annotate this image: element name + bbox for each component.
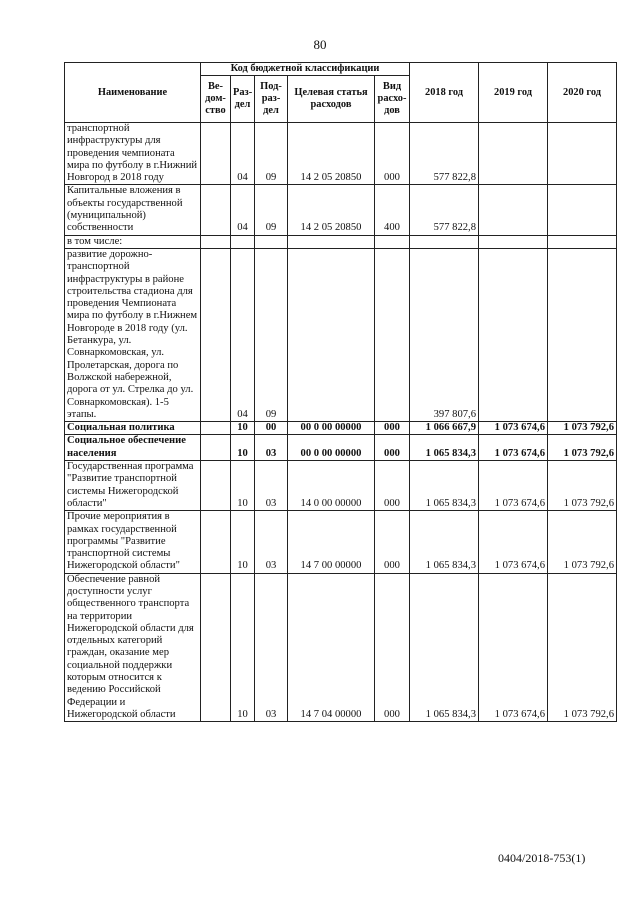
row-2019-value xyxy=(479,235,548,248)
row-expense-type: 000 xyxy=(375,461,410,511)
row-name: Социальное обеспечение населения xyxy=(65,435,201,461)
row-department xyxy=(201,422,231,435)
header-2019: 2019 год xyxy=(479,63,548,123)
row-2019-value: 1 073 674,6 xyxy=(479,511,548,573)
row-department xyxy=(201,123,231,185)
row-department xyxy=(201,573,231,722)
header-department: Ве-дом-ство xyxy=(201,76,231,123)
row-section: 10 xyxy=(231,461,255,511)
row-name: Государственная программа "Развитие транспортной системы Нижегородской области" xyxy=(65,461,201,511)
row-2018-value xyxy=(410,235,479,248)
table-row xyxy=(65,123,617,185)
row-target-article: 14 7 00 00000 xyxy=(288,511,375,573)
row-target-article: 14 2 05 20850 xyxy=(288,123,375,185)
row-expense-type: 000 xyxy=(375,511,410,573)
header-expense-type: Вид расхо-дов xyxy=(375,76,410,123)
row-name: Социальная политика xyxy=(65,422,201,435)
row-name: Капитальные вложения в объекты государственной (муниципальной) собственности xyxy=(65,185,201,235)
row-target-article: 00 0 00 00000 xyxy=(288,422,375,435)
header-section: Раз-дел xyxy=(231,76,255,123)
row-2018-value: 1 065 834,3 xyxy=(410,573,479,722)
row-target-article xyxy=(288,235,375,248)
row-expense-type: 400 xyxy=(375,185,410,235)
table-body xyxy=(65,123,617,722)
row-subsection: 03 xyxy=(255,573,288,722)
row-subsection xyxy=(255,235,288,248)
row-2020-value xyxy=(548,235,617,248)
row-2019-value: 1 073 674,6 xyxy=(479,435,548,461)
row-2019-value xyxy=(479,185,548,235)
row-section xyxy=(231,235,255,248)
table-row xyxy=(65,511,617,573)
row-2019-value xyxy=(479,123,548,185)
row-name: транспортной инфраструктуры для проведения чемпионата мира по футболу в г.Нижний Новгород в 2018 году xyxy=(65,123,201,185)
table-row xyxy=(65,235,617,248)
header-2020: 2020 год xyxy=(548,63,617,123)
row-expense-type: 000 xyxy=(375,435,410,461)
header-2018: 2018 год xyxy=(410,63,479,123)
row-2020-value: 1 073 792,6 xyxy=(548,461,617,511)
row-2018-value: 577 822,8 xyxy=(410,123,479,185)
row-expense-type: 000 xyxy=(375,123,410,185)
row-2018-value: 1 065 834,3 xyxy=(410,435,479,461)
row-2019-value xyxy=(479,248,548,421)
row-2020-value xyxy=(548,248,617,421)
table-row xyxy=(65,573,617,722)
row-target-article: 14 0 00 00000 xyxy=(288,461,375,511)
row-2020-value xyxy=(548,123,617,185)
page-number: 80 xyxy=(313,37,327,52)
row-2018-value: 1 065 834,3 xyxy=(410,511,479,573)
row-2020-value: 1 073 792,6 xyxy=(548,422,617,435)
row-2020-value: 1 073 792,6 xyxy=(548,435,617,461)
row-2018-value: 1 066 667,9 xyxy=(410,422,479,435)
row-subsection: 03 xyxy=(255,461,288,511)
row-section: 10 xyxy=(231,573,255,722)
row-expense-type xyxy=(375,248,410,421)
row-name: Прочие мероприятия в рамках государственной программы "Развитие транспортной системы Нижегородской области" xyxy=(65,511,201,573)
row-department xyxy=(201,511,231,573)
footer-code: 0404/2018-753(1) xyxy=(498,851,586,865)
row-name: Обеспечение равной доступности услуг общественного транспорта на территории Нижегородской области для отдельных категорий граждан, оказание мер социальной поддержки которым относится к ведению Российской Федерации и Нижегородской области xyxy=(65,573,201,722)
row-expense-type: 000 xyxy=(375,422,410,435)
row-department xyxy=(201,435,231,461)
row-target-article: 14 7 04 00000 xyxy=(288,573,375,722)
row-subsection: 00 xyxy=(255,422,288,435)
row-section: 04 xyxy=(231,123,255,185)
row-department xyxy=(201,185,231,235)
row-section: 04 xyxy=(231,185,255,235)
header-budget-codes: Код бюджетной классификации xyxy=(201,63,410,76)
row-section: 10 xyxy=(231,511,255,573)
table-row xyxy=(65,435,617,461)
budget-table xyxy=(64,62,617,722)
table-row xyxy=(65,248,617,421)
row-subsection: 03 xyxy=(255,511,288,573)
table-row xyxy=(65,185,617,235)
row-2020-value xyxy=(548,185,617,235)
header-subsection: Под-раз-дел xyxy=(255,76,288,123)
row-target-article: 00 0 00 00000 xyxy=(288,435,375,461)
row-2019-value: 1 073 674,6 xyxy=(479,573,548,722)
row-subsection: 03 xyxy=(255,435,288,461)
row-expense-type: 000 xyxy=(375,573,410,722)
row-2018-value: 577 822,8 xyxy=(410,185,479,235)
table-row xyxy=(65,461,617,511)
row-subsection: 09 xyxy=(255,185,288,235)
row-target-article xyxy=(288,248,375,421)
row-section: 04 xyxy=(231,248,255,421)
row-2019-value: 1 073 674,6 xyxy=(479,422,548,435)
row-department xyxy=(201,461,231,511)
header-target-article: Целевая статья расходов xyxy=(288,76,375,123)
row-2020-value: 1 073 792,6 xyxy=(548,511,617,573)
row-subsection: 09 xyxy=(255,248,288,421)
row-2019-value: 1 073 674,6 xyxy=(479,461,548,511)
row-name: в том числе: xyxy=(65,235,201,248)
row-name: развитие дорожно-транспортной инфраструктуры в районе строительства стадиона для проведения Чемпионата мира по футболу в г.Нижнем Новгороде в 2018 году (ул. Бетанкура, ул. Совнаркомовская, ул. Пролетарская, дорога по Волжской набережной, дорога от ул. Стрелка до ул. Совнаркомовская). 1-5 этапы. xyxy=(65,248,201,421)
row-section: 10 xyxy=(231,422,255,435)
row-department xyxy=(201,248,231,421)
row-department xyxy=(201,235,231,248)
row-2018-value: 397 807,6 xyxy=(410,248,479,421)
header-name: Наименование xyxy=(65,63,201,123)
table-row xyxy=(65,422,617,435)
row-subsection: 09 xyxy=(255,123,288,185)
row-expense-type xyxy=(375,235,410,248)
row-section: 10 xyxy=(231,435,255,461)
row-2018-value: 1 065 834,3 xyxy=(410,461,479,511)
row-2020-value: 1 073 792,6 xyxy=(548,573,617,722)
row-target-article: 14 2 05 20850 xyxy=(288,185,375,235)
